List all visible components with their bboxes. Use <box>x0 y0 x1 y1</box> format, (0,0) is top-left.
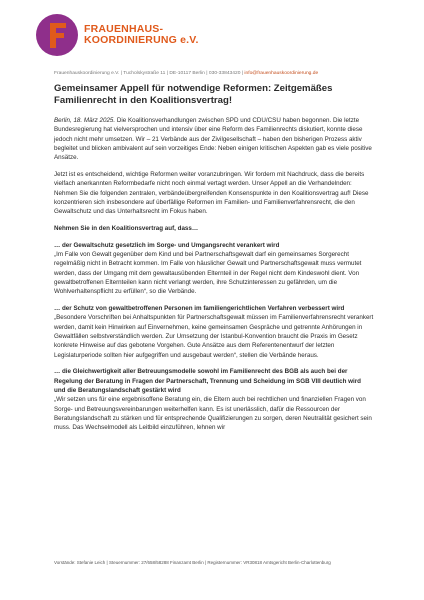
section-heading: … der Schutz von gewaltbetroffenen Personen im familiengerichtlichen Verfahren verbessert wird <box>54 305 345 313</box>
document-title: Gemeinsamer Appell für notwendige Reformen: Zeitgemäßes Familienrecht in den Koalitionsvertrag! <box>54 83 333 106</box>
section-heading: … die Gleichwertigkeit aller Betreuungsmodelle sowohl im Familienrecht des BGB als auch bei der Regelung der Beratung in Fragen der Partnerschaft, Trennung und Scheidung im SGB VIII deutlich wird und die Beratungslandschaft gestärkt wird <box>54 368 361 394</box>
section-text: „Im Falle von Gewalt gegenüber dem Kind und bei Partnerschaftsgewalt darf ein gemeinsames Sorgerecht regelmäßig nicht in Betracht kommen. Im Falle von häuslicher Gewalt und Partnerschaftsgewalt muss vermutet werden, dass der Umgang mit dem gewaltausübenden Elternteil in der Regel nicht dem Kindeswohl dient. Von gewaltbetroffenen Elternteilen kann nicht verlangt werden, ihre Schutzinteressen zu gefährden, um die Wohlverhaltenspflicht zu erfüllen“, so die Verbände. <box>54 251 362 296</box>
logo-line-1: FRAUENHAUS- <box>84 23 164 35</box>
section-text: „Wir setzen uns für eine ergebnisoffene Beratung ein, die Eltern auch bei rechtlichen und finanziellen Fragen von Sorge- und Betreuungsvereinbarungen weiterhelfen kann. Es ist unerlässlich, dafür die Ressourcen der Beratungslandschaft zu stärken und für entsprechende Qualifizierungen zu sorgen, deren Neutralität gesichert sein muss. Das Wechselmodell als Leitbild einzuführen, lehnen wir <box>54 396 372 432</box>
address-org: Frauenhauskoordinierung e.V. <box>54 71 120 76</box>
logo-f-icon <box>36 14 78 56</box>
address-email-link[interactable]: info@frauenhauskoordinierung.de <box>244 71 319 76</box>
address-line <box>54 71 318 76</box>
section-heading: … der Gewaltschutz gesetzlich im Sorge- und Umgangsrecht verankert wird <box>54 241 280 249</box>
logo <box>36 14 199 56</box>
document-body <box>54 83 374 440</box>
logo-badge <box>36 14 78 56</box>
address-details: | Tucholskystraße 11 | DE-10117 Berlin | 030-33843420 | <box>119 71 245 76</box>
logo-line-2: KOORDINIERUNG e.V. <box>84 34 199 46</box>
appeal-paragraph: Jetzt ist es entscheidend, wichtige Reformen weiter voranzubringen. Wir fordern mit Nachdruck, dass die bereits vielfach anerkannten Reformbedarfe nicht noch einmal vertagt werden. Unser Appell an die Verhandelnden: Nehmen Sie die folgenden zentralen, verbändeübergreifenden Konsenspunkte in den Koalitionsvertrag auf! Diese konzentrieren sich insbesondere auf überfällige Reformen im Familien- und Familienverfahrensrecht, die den Gewaltschutz und das Unterhaltsrecht im Fokus haben. <box>54 170 369 216</box>
lead-heading: Nehmen Sie in den Koalitionsvertrag auf, dass… <box>54 224 199 232</box>
intro-text: Die Koalitionsverhandlungen zwischen SPD und CDU/CSU haben begonnen. Die letzte Bundesregierung hat vielversprochen und intensiv über eine Reform des Familienrechts diskutiert, konnte diese jedoch nicht mehr umsetzen. Wir – 21 Verbände aus der Zivilgesellschaft – haben den bisherigen Prozess aktiv begleitet und blicken ambivalent auf sein vorzeitiges Ende: Neben einigen kritischen Aspekten gab es viele positive Ansätze. <box>54 117 372 162</box>
section-text: „Besondere Vorschriften bei Anhaltspunkten für Partnerschaftsgewalt müssen im Familienverfahrensrecht verankert werden, damit kein Hinwirken auf Einvernehmen, keine gemeinsamen Gespräche und getrennte Anhörungen in Gewaltfällen selbstverständlich werden. Zur Umsetzung der Istanbul-Konvention braucht die Praxis im Gesetz konkrete Hinweise auf das gebotene Vorgehen. Gute Ansätze aus dem Referentenentwurf der letzten Legislaturperiode sollten hier aufgegriffen und ausgebaut werden“, stellen die Verbände heraus. <box>54 314 374 359</box>
logo-wordmark <box>84 24 199 46</box>
page-footer: Vorstände: Stefanie Leich | Steuernummer: 27/658/58288 Finanzamt Berlin | Registernummer: VR30818 Amtsgericht Berlin-Charlottenburg <box>54 560 331 565</box>
dateline: Berlin, 18. März 2025. <box>54 117 116 124</box>
intro-paragraph <box>54 116 374 162</box>
